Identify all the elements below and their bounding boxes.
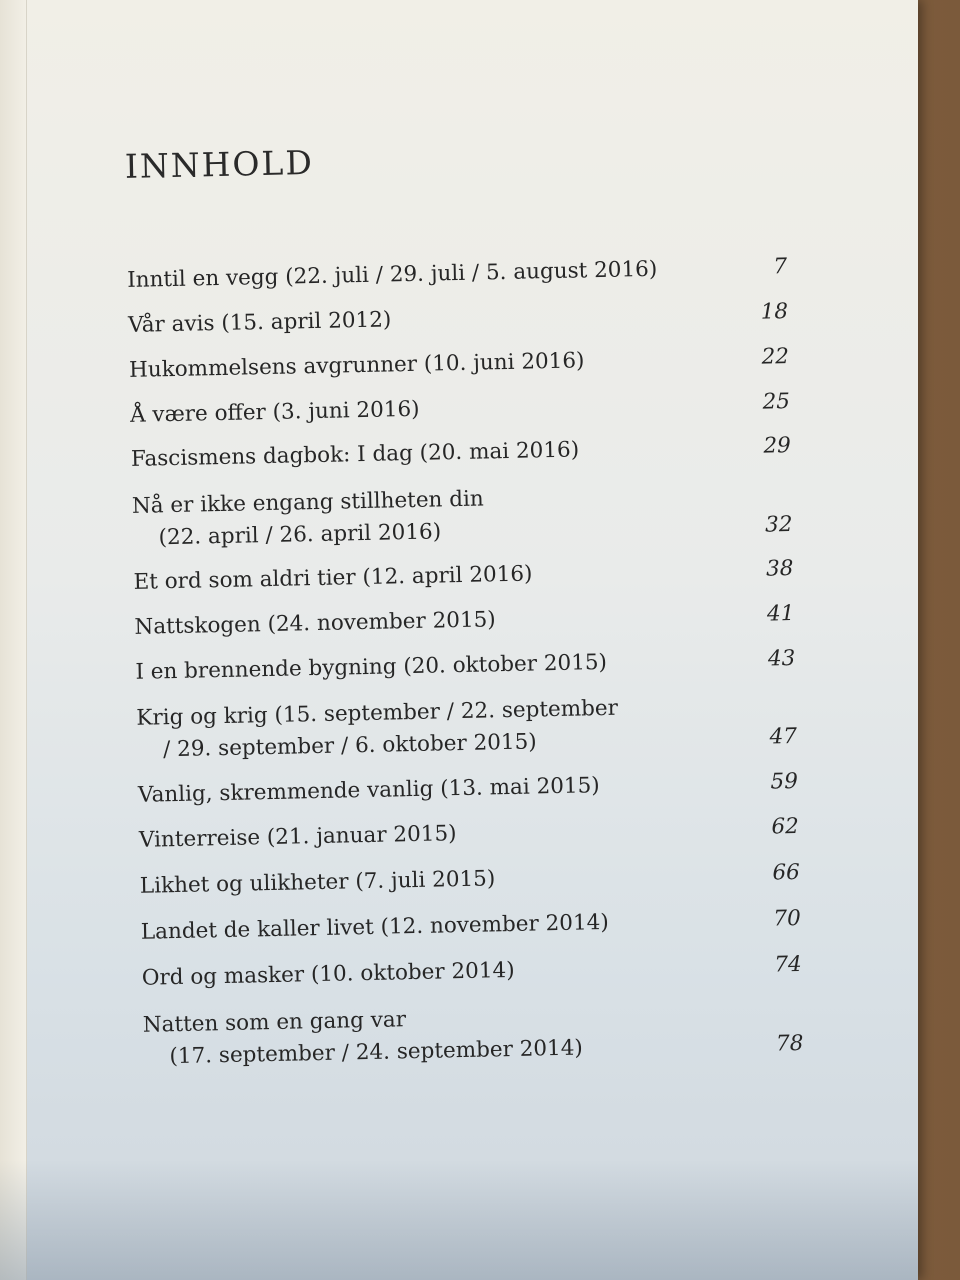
toc-entry-title: Nattskogen (24. november 2015)	[134, 607, 496, 640]
toc-entry-title: I en brennende bygning (20. oktober 2015)	[135, 649, 608, 685]
toc-entry	[138, 766, 799, 812]
toc-heading: INNHOLD	[124, 142, 315, 186]
toc-entry-page: 7	[773, 254, 788, 280]
toc-entry-page: 18	[760, 299, 789, 325]
toc-entry-title: Vår avis (15. april 2012)	[127, 307, 392, 338]
toc-entry-title: Landet de kaller livet (12. november 2014)	[140, 909, 609, 945]
toc-entry	[127, 251, 788, 297]
toc-entry	[133, 553, 794, 599]
toc-entry-page: 32	[764, 512, 793, 538]
toc-entry-title: Likhet og ulikheter (7. juli 2015)	[139, 866, 496, 899]
toc-entry-page: 59	[770, 768, 799, 795]
toc-entry-title: Å være offer (3. juni 2016)	[129, 396, 420, 428]
toc-entry	[142, 949, 803, 995]
toc-entry	[136, 689, 797, 767]
toc-entry	[139, 811, 800, 857]
toc-entry	[140, 857, 801, 903]
toc-entry-title: Vinterreise (21. januar 2015)	[138, 821, 457, 853]
toc-entry-page: 29	[763, 433, 792, 459]
toc-entry-page: 43	[767, 645, 796, 672]
toc-entry-page: 78	[775, 1030, 804, 1057]
toc-entry	[135, 643, 796, 689]
toc-entry-title-continued: (22. april / 26. april 2016)	[158, 519, 442, 551]
page-bottom-shadow	[0, 1160, 918, 1280]
toc-entry-title: Hukommelsens avgrunner (10. juni 2016)	[128, 348, 585, 383]
toc-entry-page: 62	[771, 813, 800, 840]
toc-entry	[130, 386, 791, 432]
toc-entry-title: Vanlig, skremmende vanlig (13. mai 2015)	[137, 773, 600, 808]
toc-entry-page: 41	[766, 601, 795, 627]
toc-entry-title: Inntil en vegg (22. juli / 29. juli / 5. august 2016)	[126, 256, 658, 293]
toc-entry-page: 66	[772, 859, 801, 886]
toc-entry	[134, 598, 795, 644]
toc-entry	[131, 430, 792, 476]
toc-entry	[132, 477, 793, 555]
toc-entry-title-continued: / 29. september / 6. oktober 2015)	[162, 729, 537, 763]
toc-entry-title: Krig og krig (15. september / 22. september	[136, 695, 619, 731]
toc-entry-title: Ord og masker (10. oktober 2014)	[141, 957, 515, 991]
toc-entry	[129, 341, 790, 387]
toc-entry-title: Nå er ikke engang stillheten din	[131, 486, 484, 519]
toc-entry-page: 47	[769, 723, 798, 750]
toc-entry	[143, 996, 804, 1074]
toc-entry-title: Fascismens dagbok: I dag (20. mai 2016)	[130, 437, 580, 472]
toc-entry	[128, 296, 789, 342]
toc-entry-title: Natten som en gang var	[142, 1007, 407, 1038]
toc-entry-page: 74	[774, 951, 802, 978]
toc-entry-page: 22	[761, 344, 790, 370]
toc-entry	[141, 903, 802, 949]
toc-entry-page: 70	[773, 905, 802, 932]
toc-entry-title: Et ord som aldri tier (12. april 2016)	[133, 561, 533, 595]
toc-entry-page: 38	[765, 556, 794, 582]
toc-entry-page: 25	[762, 389, 791, 415]
toc-entry-title-continued: (17. september / 24. september 2014)	[169, 1035, 584, 1070]
